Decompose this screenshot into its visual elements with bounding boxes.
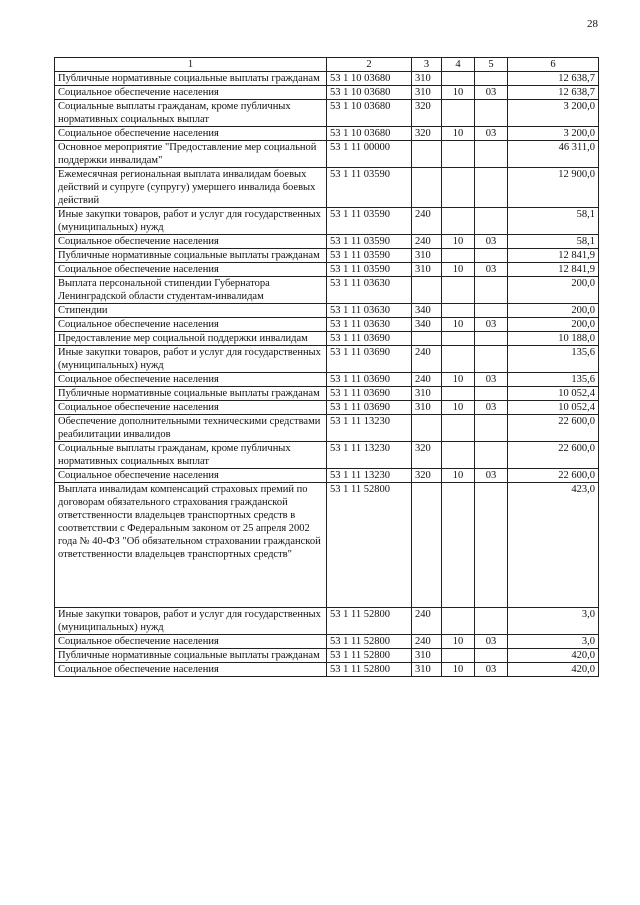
row-amount: 10 188,0 — [508, 332, 599, 346]
row-amount: 22 600,0 — [508, 415, 599, 442]
table-row — [55, 483, 599, 608]
row-expense-type: 310 — [412, 401, 442, 415]
row-subsection — [475, 141, 508, 168]
row-code: 53 1 11 03590 — [327, 263, 412, 277]
row-section: 10 — [442, 263, 475, 277]
row-amount: 12 841,9 — [508, 249, 599, 263]
row-code: 53 1 11 03690 — [327, 401, 412, 415]
row-expense-type: 240 — [412, 635, 442, 649]
table-row — [55, 72, 599, 86]
row-section — [442, 304, 475, 318]
row-amount: 12 638,7 — [508, 86, 599, 100]
header-name: 1 — [55, 58, 327, 72]
header-code: 2 — [327, 58, 412, 72]
row-code: 53 1 11 03690 — [327, 373, 412, 387]
row-name: Публичные нормативные социальные выплаты гражданам — [55, 649, 327, 663]
row-code: 53 1 11 52800 — [327, 608, 412, 635]
row-subsection: 03 — [475, 663, 508, 677]
row-subsection — [475, 608, 508, 635]
row-name: Предоставление мер социальной поддержки инвалидам — [55, 332, 327, 346]
row-section: 10 — [442, 86, 475, 100]
row-expense-type: 240 — [412, 373, 442, 387]
table-row — [55, 127, 599, 141]
row-amount: 420,0 — [508, 663, 599, 677]
row-name: Социальное обеспечение населения — [55, 86, 327, 100]
row-name: Социальные выплаты гражданам, кроме публичных нормативных социальных выплат — [55, 100, 327, 127]
row-expense-type: 320 — [412, 469, 442, 483]
table-row — [55, 332, 599, 346]
row-section — [442, 608, 475, 635]
row-subsection — [475, 649, 508, 663]
row-expense-type: 310 — [412, 663, 442, 677]
row-code: 53 1 11 52800 — [327, 663, 412, 677]
row-code: 53 1 11 03690 — [327, 346, 412, 373]
row-expense-type: 240 — [412, 208, 442, 235]
row-name: Социальное обеспечение населения — [55, 469, 327, 483]
budget-table — [54, 57, 599, 677]
row-expense-type: 240 — [412, 235, 442, 249]
row-code: 53 1 10 03680 — [327, 86, 412, 100]
row-expense-type — [412, 332, 442, 346]
row-section: 10 — [442, 635, 475, 649]
row-subsection: 03 — [475, 86, 508, 100]
row-subsection: 03 — [475, 401, 508, 415]
row-expense-type: 310 — [412, 249, 442, 263]
row-code: 53 1 11 03590 — [327, 249, 412, 263]
page-number: 28 — [587, 18, 598, 30]
row-subsection: 03 — [475, 235, 508, 249]
row-amount: 3 200,0 — [508, 100, 599, 127]
row-subsection — [475, 442, 508, 469]
row-code: 53 1 11 00000 — [327, 141, 412, 168]
row-subsection — [475, 346, 508, 373]
row-section — [442, 249, 475, 263]
table-row — [55, 608, 599, 635]
row-name: Иные закупки товаров, работ и услуг для государственных (муниципальных) нужд — [55, 346, 327, 373]
row-name: Иные закупки товаров, работ и услуг для государственных (муниципальных) нужд — [55, 208, 327, 235]
table-row — [55, 373, 599, 387]
table-row — [55, 415, 599, 442]
row-code: 53 1 11 03690 — [327, 387, 412, 401]
row-expense-type: 310 — [412, 86, 442, 100]
row-name: Публичные нормативные социальные выплаты гражданам — [55, 72, 327, 86]
row-subsection: 03 — [475, 469, 508, 483]
row-section — [442, 415, 475, 442]
row-subsection: 03 — [475, 373, 508, 387]
table-row — [55, 168, 599, 208]
row-section — [442, 208, 475, 235]
row-name: Социальное обеспечение населения — [55, 318, 327, 332]
row-name: Социальное обеспечение населения — [55, 401, 327, 415]
row-code: 53 1 10 03680 — [327, 72, 412, 86]
row-code: 53 1 11 13230 — [327, 415, 412, 442]
row-expense-type: 240 — [412, 608, 442, 635]
row-amount: 12 638,7 — [508, 72, 599, 86]
row-amount: 200,0 — [508, 318, 599, 332]
row-code: 53 1 10 03680 — [327, 127, 412, 141]
row-section — [442, 168, 475, 208]
row-amount: 12 900,0 — [508, 168, 599, 208]
row-code: 53 1 11 52800 — [327, 649, 412, 663]
row-amount: 58,1 — [508, 235, 599, 249]
row-amount: 22 600,0 — [508, 469, 599, 483]
row-amount: 135,6 — [508, 346, 599, 373]
row-amount: 10 052,4 — [508, 387, 599, 401]
table-row — [55, 141, 599, 168]
header-rz: 4 — [442, 58, 475, 72]
row-subsection — [475, 249, 508, 263]
table-row — [55, 318, 599, 332]
row-section: 10 — [442, 373, 475, 387]
row-section: 10 — [442, 663, 475, 677]
row-expense-type: 340 — [412, 304, 442, 318]
row-expense-type — [412, 415, 442, 442]
row-amount: 58,1 — [508, 208, 599, 235]
row-amount: 3 200,0 — [508, 127, 599, 141]
row-name: Социальное обеспечение населения — [55, 373, 327, 387]
table-row — [55, 277, 599, 304]
table-row — [55, 100, 599, 127]
row-expense-type: 240 — [412, 346, 442, 373]
row-section: 10 — [442, 401, 475, 415]
row-name: Иные закупки товаров, работ и услуг для государственных (муниципальных) нужд — [55, 608, 327, 635]
row-subsection — [475, 100, 508, 127]
row-section: 10 — [442, 235, 475, 249]
header-vr: 3 — [412, 58, 442, 72]
table-row — [55, 663, 599, 677]
row-subsection: 03 — [475, 318, 508, 332]
table-row — [55, 304, 599, 318]
row-code: 53 1 11 03630 — [327, 318, 412, 332]
row-expense-type — [412, 168, 442, 208]
row-name: Выплата персональной стипендии Губернатора Ленинградской области студентам-инвалидам — [55, 277, 327, 304]
row-name: Социальное обеспечение населения — [55, 663, 327, 677]
row-expense-type: 320 — [412, 127, 442, 141]
row-amount: 22 600,0 — [508, 442, 599, 469]
row-amount: 420,0 — [508, 649, 599, 663]
row-amount: 46 311,0 — [508, 141, 599, 168]
row-name: Социальное обеспечение населения — [55, 635, 327, 649]
row-expense-type: 320 — [412, 100, 442, 127]
row-name: Основное мероприятие "Предоставление мер социальной поддержки инвалидам" — [55, 141, 327, 168]
table-row — [55, 263, 599, 277]
row-subsection — [475, 304, 508, 318]
row-amount: 200,0 — [508, 277, 599, 304]
row-name: Публичные нормативные социальные выплаты гражданам — [55, 387, 327, 401]
row-subsection: 03 — [475, 635, 508, 649]
table-row — [55, 469, 599, 483]
row-subsection — [475, 168, 508, 208]
row-code: 53 1 11 52800 — [327, 483, 412, 608]
row-amount: 135,6 — [508, 373, 599, 387]
table-body — [55, 72, 599, 677]
row-section — [442, 100, 475, 127]
row-amount: 200,0 — [508, 304, 599, 318]
row-name: Публичные нормативные социальные выплаты гражданам — [55, 249, 327, 263]
table-row — [55, 208, 599, 235]
row-section — [442, 332, 475, 346]
row-name: Обеспечение дополнительными техническими средствами реабилитации инвалидов — [55, 415, 327, 442]
row-section — [442, 346, 475, 373]
row-expense-type: 310 — [412, 72, 442, 86]
row-section — [442, 387, 475, 401]
table-row — [55, 442, 599, 469]
row-name: Стипендии — [55, 304, 327, 318]
row-subsection — [475, 277, 508, 304]
row-amount: 12 841,9 — [508, 263, 599, 277]
table-row — [55, 635, 599, 649]
row-expense-type — [412, 141, 442, 168]
header-sum: 6 — [508, 58, 599, 72]
row-subsection: 03 — [475, 263, 508, 277]
row-subsection — [475, 483, 508, 608]
row-code: 53 1 11 03590 — [327, 168, 412, 208]
table-row — [55, 249, 599, 263]
row-code: 53 1 10 03680 — [327, 100, 412, 127]
row-subsection — [475, 415, 508, 442]
row-expense-type — [412, 483, 442, 608]
table-row — [55, 387, 599, 401]
table-row — [55, 235, 599, 249]
row-amount: 423,0 — [508, 483, 599, 608]
row-code: 53 1 11 03690 — [327, 332, 412, 346]
row-amount: 3,0 — [508, 635, 599, 649]
table-row — [55, 401, 599, 415]
row-code: 53 1 11 13230 — [327, 442, 412, 469]
row-code: 53 1 11 03630 — [327, 277, 412, 304]
row-code: 53 1 11 03630 — [327, 304, 412, 318]
row-amount: 3,0 — [508, 608, 599, 635]
row-expense-type — [412, 277, 442, 304]
row-section — [442, 649, 475, 663]
row-code: 53 1 11 13230 — [327, 469, 412, 483]
row-section: 10 — [442, 318, 475, 332]
row-name: Социальное обеспечение населения — [55, 235, 327, 249]
row-amount: 10 052,4 — [508, 401, 599, 415]
table-row — [55, 346, 599, 373]
row-section — [442, 141, 475, 168]
header-pr: 5 — [475, 58, 508, 72]
header-row — [55, 58, 599, 72]
row-code: 53 1 11 03590 — [327, 235, 412, 249]
table-row — [55, 649, 599, 663]
row-name: Социальные выплаты гражданам, кроме публичных нормативных социальных выплат — [55, 442, 327, 469]
row-expense-type: 340 — [412, 318, 442, 332]
row-code: 53 1 11 52800 — [327, 635, 412, 649]
row-subsection — [475, 387, 508, 401]
row-subsection: 03 — [475, 127, 508, 141]
row-subsection — [475, 332, 508, 346]
row-section — [442, 72, 475, 86]
row-section: 10 — [442, 127, 475, 141]
row-section — [442, 277, 475, 304]
row-expense-type: 310 — [412, 649, 442, 663]
row-section — [442, 442, 475, 469]
row-code: 53 1 11 03590 — [327, 208, 412, 235]
row-section — [442, 483, 475, 608]
row-expense-type: 310 — [412, 387, 442, 401]
row-expense-type: 310 — [412, 263, 442, 277]
row-subsection — [475, 72, 508, 86]
row-name: Выплата инвалидам компенсаций страховых премий по договорам обязательного страхования гражданской ответственности владельцев транспортных средств в соответствии с Федеральным законом от 25 апреля 2002 года № 40-ФЗ "Об обязательном страховании гражданской ответственности владельцев транспортных средств" — [55, 483, 327, 608]
table-row — [55, 86, 599, 100]
row-subsection — [475, 208, 508, 235]
row-name: Ежемесячная региональная выплата инвалидам боевых действий и супруге (супругу) умершего инвалида боевых действий — [55, 168, 327, 208]
row-name: Социальное обеспечение населения — [55, 127, 327, 141]
row-expense-type: 320 — [412, 442, 442, 469]
row-name: Социальное обеспечение населения — [55, 263, 327, 277]
row-section: 10 — [442, 469, 475, 483]
